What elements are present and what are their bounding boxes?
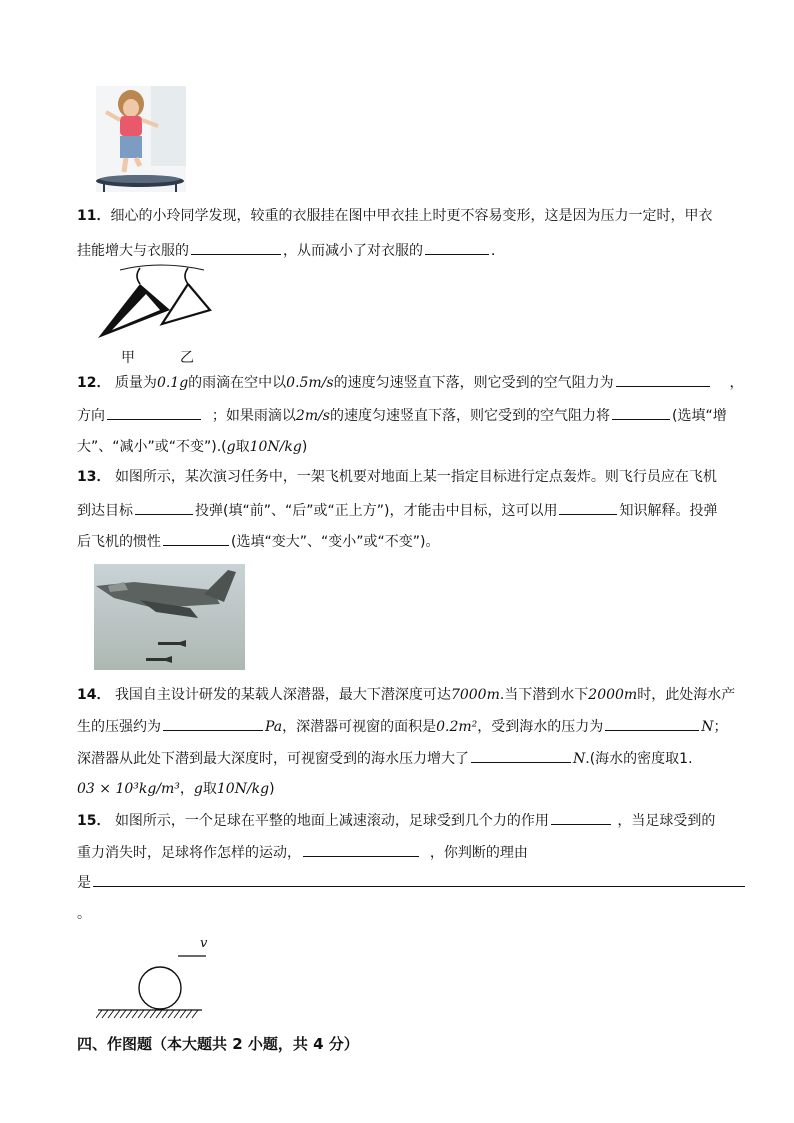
label-jia: 甲 — [121, 350, 135, 366]
question-number: 11． — [77, 208, 111, 224]
label-yi: 乙 — [180, 350, 194, 366]
question-number: 12． — [77, 375, 111, 391]
q11-line-2: 挂能增大与衣服的 ，从而减小了对衣服的 ． — [77, 240, 505, 261]
q15-line-1: 15． 如图所示，一个足球在平整的地面上减速滚动，足球受到几个力的作用 ，当足球受到的 — [77, 810, 715, 831]
q11-line-1: 11．细心的小玲同学发现，较重的衣服挂在图中甲衣挂上时更不容易变形，这是因为压力一定时，甲衣 — [77, 208, 713, 224]
answer-blank[interactable] — [616, 372, 710, 387]
answer-blank[interactable] — [471, 748, 571, 763]
fighter-jet-image — [94, 564, 245, 670]
answer-blank[interactable] — [303, 842, 419, 857]
q14-line-4: 03 × 10³kg/m³，g取10N/kg) — [77, 781, 275, 797]
velocity-label: v — [200, 936, 208, 951]
q14-line-3: 深潜器从此处下潜到最大深度时，可视窗受到的海水压力增大了 N.(海水的密度取1. — [77, 748, 693, 769]
q12-line-3: 大”、“减小”或“不变”).(g取10N/kg) — [77, 439, 308, 455]
question-number: 15． — [77, 813, 111, 829]
section-heading: 四、作图题（本大题共 2 小题，共 4 分） — [77, 1035, 359, 1053]
trampoline-girl-image — [96, 86, 186, 192]
answer-blank[interactable] — [135, 500, 193, 515]
q14-line-2: 生的压强约为 Pa，深潜器可视窗的面积是0.2m²，受到海水的压力为 N； — [77, 716, 728, 737]
question-number: 14． — [77, 687, 111, 703]
q13-line-2: 到达目标 投弹(填“前”、“后”或“正上方”)，才能击中目标，这可以用 知识解释。投弹 — [77, 500, 717, 521]
q13-line-1: 13． 如图所示，某次演习任务中，一架飞机要对地面上某一指定目标进行定点轰炸。则飞行员应在飞机 — [77, 469, 717, 485]
q15-line-4: 。 — [77, 906, 91, 922]
answer-blank[interactable] — [612, 405, 670, 420]
answer-blank[interactable] — [559, 500, 617, 515]
answer-blank[interactable] — [551, 810, 611, 825]
q15-line-3: 是 — [77, 872, 747, 893]
question-number: 13． — [77, 469, 111, 485]
q13-line-3: 后飞机的惯性 (选填“变大”、“变小”或“不变”)。 — [77, 531, 439, 552]
answer-blank[interactable] — [191, 240, 281, 255]
answer-blank[interactable] — [93, 872, 745, 887]
answer-blank[interactable] — [163, 716, 263, 731]
q12-line-1: 12． 质量为0.1g的雨滴在空中以0.5m/s的速度匀速竖直下落，则它受到的空气阻力为 ， — [77, 372, 743, 393]
answer-blank[interactable] — [163, 531, 229, 546]
hangers-figure — [90, 262, 220, 338]
rolling-ball-figure — [96, 934, 206, 1022]
q12-line-2: 方向 ；如果雨滴以2m/s的速度匀速竖直下落，则它受到的空气阻力将 (选填“增 — [77, 405, 727, 426]
answer-blank[interactable] — [107, 405, 201, 420]
q15-line-2: 重力消失时，足球将作怎样的运动， ，你判断的理由 — [77, 842, 528, 863]
answer-blank[interactable] — [425, 240, 489, 255]
answer-blank[interactable] — [605, 716, 699, 731]
q14-line-1: 14． 我国自主设计研发的某载人深潜器，最大下潜深度可达7000m.当下潜到水下2000m时，此处海水产 — [77, 687, 736, 703]
